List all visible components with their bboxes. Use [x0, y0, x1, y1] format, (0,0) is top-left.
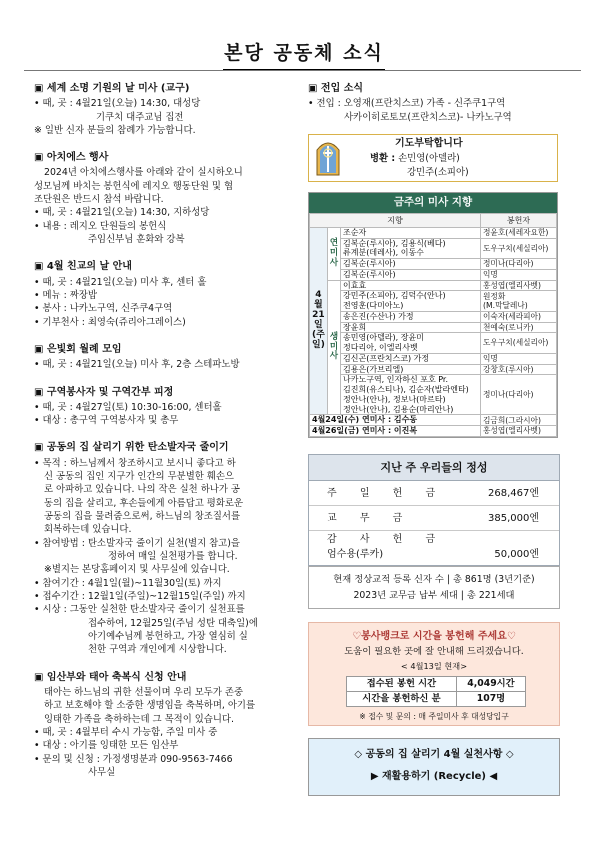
prayer-request-box: [308, 134, 558, 182]
notice-line: 성모님께 바치는 봉헌식에 레지오 행동단원 및 협: [34, 180, 234, 192]
mass-row: [310, 415, 557, 426]
notice-line: • 목적 : 하느님께서 창조하시고 보시니 좋다고 하: [34, 457, 236, 469]
offerings-box: [308, 454, 560, 566]
offering-value: 50,000엔: [494, 549, 539, 560]
volunteer-subtitle: 도움이 필요한 곳에 잘 안내해 드리겠습니다.: [344, 646, 524, 657]
section-heading: ▣ 공동의 집 살리기 위한 탄소발자국 줄이기: [34, 442, 229, 454]
notice-section: [34, 671, 302, 780]
section-heading: ▣ 은빛회 월례 모임: [34, 344, 122, 356]
mass-offerer: 정윤호(세레자요한): [481, 227, 557, 238]
prayer-title: 기도부탁합니다: [395, 137, 463, 149]
notice-line: ※ 일반 신자 분들의 참례가 가능합니다.: [34, 124, 196, 136]
mass-offerer: 김금희(그라시아): [481, 415, 557, 426]
prayer-name: 손민영(아델라): [398, 152, 460, 164]
mass-row: [310, 227, 557, 238]
mass-row: [310, 375, 557, 415]
stained-glass-icon: [315, 138, 341, 176]
volunteer-row: [347, 692, 526, 707]
notice-line: 공동의 집을 물려줌으로써, 하느님의 창조질서를: [44, 511, 241, 522]
mass-offerer: 도우구치(세실리아): [481, 238, 557, 259]
mass-intention: 조순자: [341, 227, 481, 238]
mass-intention: 강민주(소피아), 김덕수(안나) 전영훈(다미아노): [341, 291, 481, 312]
notice-line: • 참여방법 : 탄소발자국 줄이기 실천(별지 참고)을: [34, 537, 240, 549]
notice-line: 태아는 하느님의 귀한 선물이며 우리 모두가 존중: [44, 686, 244, 698]
notice-line: • 봉사 : 나카노구역, 신주쿠4구역: [34, 303, 173, 315]
mass-extra-intention: 4월26일(금) 연미사 : 이진복: [310, 426, 481, 437]
title-divider: [24, 70, 581, 71]
right-column: [308, 82, 558, 438]
mass-row: [310, 333, 557, 354]
notice-line: 조단원은 반드시 참석 바랍니다.: [34, 194, 164, 206]
mass-type: 연미사: [327, 227, 340, 280]
mass-offerer: 익명: [481, 269, 557, 280]
volunteer-bank-box: [308, 622, 560, 726]
mass-offerer: 도우구치(세실리아): [481, 333, 557, 354]
section-heading: ▣ 임산부와 태아 축복식 신청 안내: [34, 671, 187, 683]
mass-intention: 송민영(아델라), 장윤미 정다리아, 이엘리사벳: [341, 333, 481, 354]
notice-line: • 시상 : 그동안 실천한 탄소발자국 줄이기 실천표를: [34, 604, 245, 616]
notice-section: [34, 82, 302, 137]
volunteer-title: ♡봉사뱅크로 시간을 봉헌해 주세요♡: [352, 631, 516, 642]
mass-row: [310, 269, 557, 280]
notice-section: [34, 441, 302, 656]
stat-line: 2023년 교무금 납부 세대 | 총 221세대: [353, 589, 515, 601]
volunteer-note: ※ 접수 및 문의 : 매 주일미사 후 대성당입구: [359, 712, 509, 721]
notice-line: 사무실: [88, 767, 116, 779]
notice-section: [34, 343, 302, 372]
mass-intention: 김복순(루시아): [341, 269, 481, 280]
mass-offerer: 정미나(다리아): [481, 259, 557, 270]
left-column: [34, 82, 302, 793]
volunteer-table: [346, 676, 526, 707]
volunteer-date: < 4월13일 현재>: [400, 661, 468, 671]
notice-line: • 접수기간 : 12월1일(주일)~12월15일(주일) 까지: [34, 591, 246, 603]
notice-line: • 대상 : 아기를 잉태한 모든 임산부: [34, 740, 179, 752]
mass-offerer: 천예숙(로니카): [481, 322, 557, 333]
offering-label: 교 무 금: [327, 513, 413, 524]
column-header: 봉헌자: [481, 213, 557, 227]
section-heading: ▣ 4월 친교의 날 안내: [34, 261, 132, 273]
mass-intention: 장윤희: [341, 322, 481, 333]
volunteer-value: 4,049시간: [456, 677, 525, 692]
mass-offerer: 이숙자(세라피아): [481, 311, 557, 322]
notice-section: [34, 260, 302, 329]
offering-label: 주 일 헌 금: [327, 488, 446, 499]
prayer-name: 강민주(소피아): [407, 166, 469, 178]
prayer-line: [370, 152, 460, 165]
mass-intention: 이효효: [341, 280, 481, 291]
mass-table-title: 금주의 미사 지향: [309, 193, 557, 213]
notice-line: • 때, 곳 : 4월21일(오늘) 미사 후, 센터 홀: [34, 276, 207, 288]
offerings-title: 지난 주 우리들의 정성: [309, 455, 559, 481]
offering-value: 385,000엔: [487, 513, 539, 524]
notice-line: • 때, 곳 : 4월21일(오늘) 14:30, 대성당: [34, 98, 201, 110]
mass-intention: 김용은(가브리엘): [341, 364, 481, 375]
mass-row: [310, 259, 557, 270]
mass-row: [310, 280, 557, 291]
mass-type: 생미사: [327, 280, 340, 415]
mass-row: [310, 311, 557, 322]
mass-offerer: 강창호(루시아): [481, 364, 557, 375]
mass-offerer: 정미나(다리아): [481, 375, 557, 415]
mass-offerer: 원정화 (M.막달레나): [481, 291, 557, 312]
notice-line: 아기예수님께 봉헌하고, 가장 열심히 실: [88, 631, 248, 643]
offering-donor: 엄수용(루카): [327, 549, 384, 560]
notice-line: 기쿠치 대주교님 집전: [96, 111, 184, 123]
notice-line: • 때, 곳 : 4월21일(오늘) 14:30, 지하성당: [34, 207, 210, 219]
section-heading: ▣ 세계 소명 기원의 날 미사 (교구): [34, 83, 190, 94]
mass-row: [310, 364, 557, 375]
mass-row: [310, 353, 557, 364]
notice-line: 주임신부님 훈화와 강복: [88, 234, 185, 246]
notice-line: • 때, 곳 : 4월27일(토) 10:30-16:00, 센터홀: [34, 401, 222, 413]
column-header: 지향: [310, 213, 481, 227]
mass-intention: 김복순(루시아), 김용식(베다) 류계분(데레사), 이동수: [341, 238, 481, 259]
page-title: 본당 공동체 소식: [223, 40, 385, 70]
notice-section: [34, 151, 302, 246]
notice-line: 접수하여, 12월25일(주님 성탄 대축일)에: [88, 617, 258, 629]
volunteer-row: [347, 677, 526, 692]
mass-table: [309, 213, 557, 437]
parish-stats-box: [308, 566, 560, 609]
volunteer-label: 시간을 봉헌하신 분: [347, 692, 457, 707]
notice-line: 2024년 아치에스행사를 아래와 같이 실시하오니: [44, 167, 243, 179]
section-heading: ▣ 구역봉사자 및 구역간부 피정: [34, 386, 174, 398]
notice-line: 동의 집을 살리고, 후손들에게 아름답고 평화로운: [44, 497, 244, 509]
volunteer-value: 107명: [456, 692, 525, 707]
mass-intention: 나카노구역, 인자하신 포호 Pr. 김진희(유스티나), 김순자(발라엔타) 정안나(안나), 정보나(마르타) 정안나(안나), 김용순(마리안나): [341, 375, 481, 415]
notice-line: • 참여기간 : 4월1일(월)~11월30일(토) 까지: [34, 577, 222, 589]
notice-line: • 내용 : 레지오 단원들의 봉헌식: [34, 220, 167, 232]
mass-intention: 김신곤(프란치스코) 가정: [341, 353, 481, 364]
notice-line: 로 아파하고 있습니다. 나의 작은 실천 하나가 공: [44, 484, 240, 496]
offering-label: 감 사 헌 금: [327, 534, 446, 545]
section-heading: ▣ 전입 소식: [308, 83, 364, 94]
mass-offerer: 홍성엽(엘리사벳): [481, 426, 557, 437]
mass-intention: 김복순(루시아): [341, 259, 481, 270]
section-heading: ▣ 아치에스 행사: [34, 152, 109, 164]
mass-date: 4월21일(주일): [310, 227, 328, 415]
offering-value: 268,467엔: [487, 488, 539, 499]
transfer-line: • 전입 : 오영재(프란치스코) 가족 - 신주쿠1구역: [308, 98, 506, 110]
transfer-line: 사카이히로토모(프란치스코)- 나카노구역: [344, 111, 512, 123]
mass-row: [310, 426, 557, 437]
notice-line: • 문의 및 신청 : 가정생명분과 090-9563-7466: [34, 753, 233, 765]
notice-line: • 메뉴 : 짜장밥: [34, 290, 97, 301]
offering-row: [309, 506, 559, 531]
mass-row: [310, 291, 557, 312]
common-home-action: ▶ 재활용하기 (Recycle) ◀: [370, 771, 498, 783]
notice-line: • 때, 곳 : 4월부터 수시 가능함, 주일 미사 중: [34, 727, 218, 738]
transfer-section: [308, 82, 558, 124]
mass-extra-intention: 4월24일(수) 연미사 : 김수동: [310, 415, 481, 426]
notice-line: 회복하는데 있습니다.: [44, 524, 132, 536]
notice-section: [34, 386, 302, 428]
offering-row: [309, 481, 559, 506]
notice-line: 하고 보호해야 할 소중한 생명임을 축복하며, 아기를: [44, 700, 256, 712]
notice-line: 잉태한 가족을 축하하는데 그 목적이 있습니다.: [44, 713, 234, 725]
notice-line: • 대상 : 총구역 구역봉사자 및 총무: [34, 415, 179, 427]
mass-intention-table: [308, 192, 558, 438]
mass-offerer: 홍성엽(엘리사벳): [481, 280, 557, 291]
mass-offerer: 익명: [481, 353, 557, 364]
notice-line: 정하여 매일 실천평가를 합니다.: [108, 551, 238, 563]
mass-row: [310, 238, 557, 259]
notice-line: ※별지는 본당홈페이지 및 사무실에 있습니다.: [44, 564, 230, 576]
mass-row: [310, 322, 557, 333]
common-home-title: ◇ 공동의 집 살리기 4월 실천사항 ◇: [354, 749, 514, 760]
volunteer-label: 접수된 봉헌 시간: [347, 677, 457, 692]
notice-line: • 때, 곳 : 4월21일(오늘) 미사 후, 2층 스테파노방: [34, 359, 240, 371]
prayer-label: 병환 :: [370, 152, 396, 164]
stat-line: 현재 정상교적 등록 신자 수 | 총 861명 (3년기준): [333, 574, 535, 585]
notice-line: • 기부천사 : 최영숙(쥬리아그레이스): [34, 316, 186, 328]
mass-intention: 송은진(수산나) 가정: [341, 311, 481, 322]
common-home-box: [308, 738, 560, 796]
offering-row: [309, 531, 559, 565]
notice-line: 천한 구역과 개인에게 시상합니다.: [88, 644, 227, 656]
notice-line: 신 공동의 집인 지구가 인간의 무분별한 훼손으: [44, 470, 234, 482]
